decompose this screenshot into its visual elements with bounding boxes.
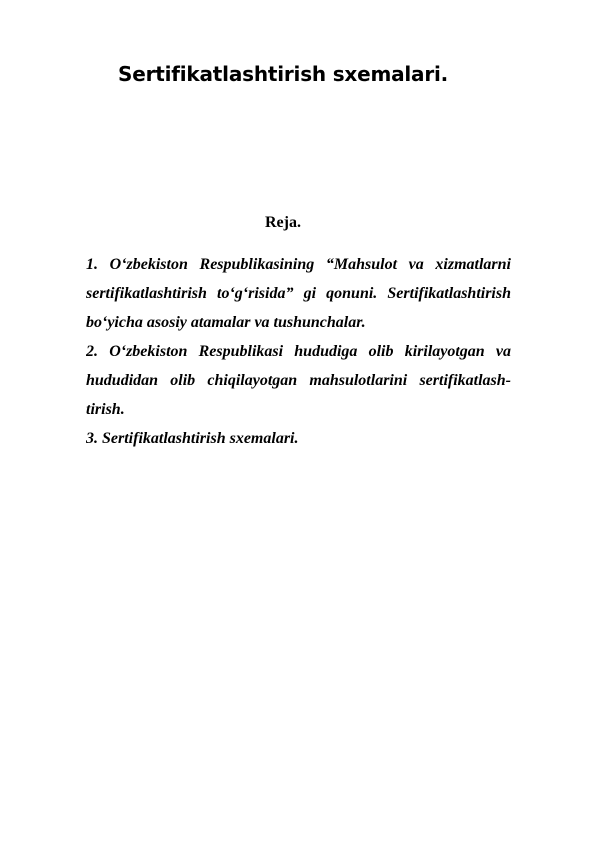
plan-list — [86, 250, 511, 453]
plan-item-line: sertifikatlashtirish to‘g‘risida” gi qonuni. Sertifikatlashtirish — [86, 285, 511, 302]
plan-item-line: tirish. — [86, 401, 125, 418]
plan-heading-text: Reja. — [265, 214, 301, 231]
plan-item-line: 2. O‘zbekiston Respublikasi hududiga olib kirilayotgan va — [86, 343, 511, 360]
plan-item-1 — [86, 250, 511, 337]
plan-item-3 — [86, 424, 511, 453]
plan-item-line: 3. Sertifikatlashtirish sxemalari. — [86, 430, 299, 447]
page-title: Sertifikatlashtirish sxemalari. — [118, 62, 449, 86]
plan-item-line: hududidan olib chiqilayotgan mahsulotlarini sertifikatlash- — [86, 372, 511, 389]
plan-item-line: bo‘yicha asosiy atamalar va tushunchalar. — [86, 314, 366, 331]
plan-item-2 — [86, 337, 511, 424]
plan-item-line: 1. O‘zbekiston Respublikasining “Mahsulot va xizmatlarni — [86, 256, 511, 273]
plan-heading — [0, 212, 596, 234]
